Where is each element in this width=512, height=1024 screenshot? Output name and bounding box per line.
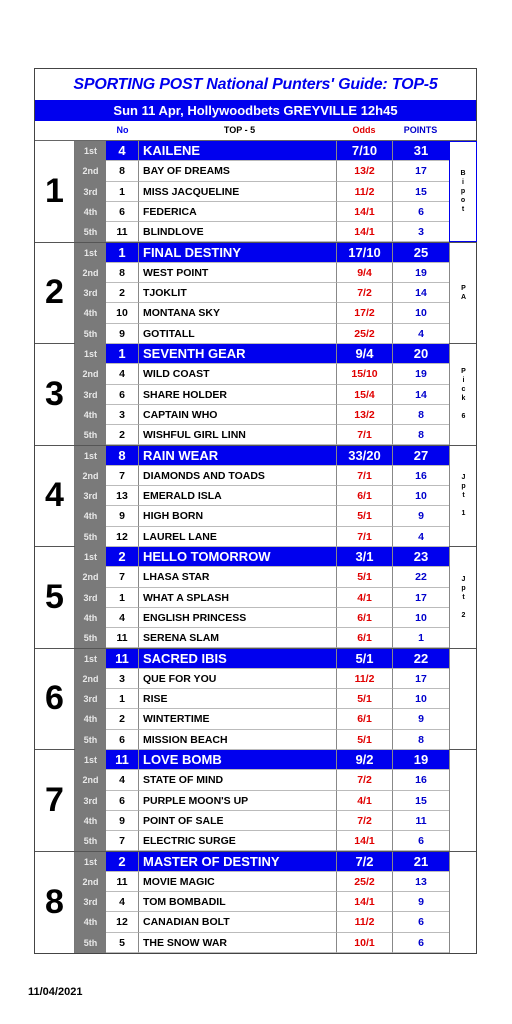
race-block <box>35 547 476 649</box>
runner-row <box>75 303 449 323</box>
race-number: 6 <box>35 649 75 750</box>
bet-type-letter: 2 <box>461 611 466 619</box>
finish-position: 3rd <box>75 486 106 506</box>
odds-value: 7/2 <box>336 811 392 831</box>
odds-value: 4/1 <box>336 588 392 608</box>
saddle-number: 9 <box>106 811 139 831</box>
odds-value: 15/4 <box>336 385 392 405</box>
bet-type-letter: t <box>462 593 465 601</box>
odds-value: 17/2 <box>336 303 392 323</box>
finish-position: 2nd <box>75 161 106 181</box>
saddle-number: 9 <box>106 506 139 526</box>
finish-position: 5th <box>75 730 106 750</box>
bet-type-letter: t <box>461 205 465 213</box>
points-value: 19 <box>392 364 449 384</box>
saddle-number: 11 <box>106 649 139 669</box>
horse-name: LOVE BOMB <box>139 750 336 770</box>
horse-name: QUE FOR YOU <box>139 669 336 689</box>
bet-type-letter: p <box>460 187 466 195</box>
bet-type-letter: i <box>462 377 465 385</box>
bet-type-label <box>449 243 477 344</box>
finish-position: 1st <box>75 446 106 466</box>
points-value: 31 <box>392 141 449 161</box>
odds-value: 7/1 <box>336 466 392 486</box>
horse-name: LHASA STAR <box>139 567 336 587</box>
footer-date: 11/04/2021 <box>28 986 83 998</box>
runner-row <box>75 141 449 161</box>
runner-row <box>75 486 449 506</box>
saddle-number: 6 <box>106 791 139 811</box>
bet-type-label <box>449 649 477 750</box>
points-value: 6 <box>392 933 449 953</box>
horse-name: WILD COAST <box>139 364 336 384</box>
finish-position: 4th <box>75 912 106 932</box>
saddle-number: 10 <box>106 303 139 323</box>
horse-name: RISE <box>139 689 336 709</box>
finish-position: 1st <box>75 243 106 263</box>
finish-position: 2nd <box>75 466 106 486</box>
finish-position: 5th <box>75 324 106 344</box>
odds-value: 5/1 <box>336 689 392 709</box>
saddle-number: 13 <box>106 486 139 506</box>
runner-row <box>75 547 449 567</box>
finish-position: 1st <box>75 852 106 872</box>
runner-row <box>75 588 449 608</box>
points-value: 21 <box>392 852 449 872</box>
horse-name: MASTER OF DESTINY <box>139 852 336 872</box>
odds-value: 5/1 <box>336 649 392 669</box>
horse-name: MONTANA SKY <box>139 303 336 323</box>
finish-position: 3rd <box>75 791 106 811</box>
points-value: 17 <box>392 669 449 689</box>
finish-position: 4th <box>75 811 106 831</box>
odds-value: 6/1 <box>336 709 392 729</box>
points-value: 27 <box>392 446 449 466</box>
horse-name: TOM BOMBADIL <box>139 892 336 912</box>
saddle-number: 12 <box>106 912 139 932</box>
finish-position: 2nd <box>75 364 106 384</box>
finish-position: 5th <box>75 222 106 242</box>
finish-position: 5th <box>75 425 106 445</box>
runner-row <box>75 425 449 445</box>
finish-position: 1st <box>75 344 106 364</box>
column-header-points: POINTS <box>403 125 438 135</box>
finish-position: 2nd <box>75 567 106 587</box>
saddle-number: 3 <box>106 669 139 689</box>
odds-value: 5/1 <box>336 730 392 750</box>
saddle-number: 4 <box>106 608 139 628</box>
horse-name: ENGLISH PRINCESS <box>139 608 336 628</box>
horse-name: MISSION BEACH <box>139 730 336 750</box>
horse-name: CAPTAIN WHO <box>139 405 336 425</box>
race-number: 8 <box>35 852 75 954</box>
runner-row <box>75 202 449 222</box>
bet-type-letter: t <box>462 492 465 500</box>
points-value: 10 <box>392 303 449 323</box>
saddle-number: 7 <box>106 567 139 587</box>
odds-value: 3/1 <box>336 547 392 567</box>
runner-row <box>75 364 449 384</box>
horse-name: PURPLE MOON'S UP <box>139 791 336 811</box>
punters-guide-table <box>34 68 477 954</box>
odds-value: 17/10 <box>336 243 392 263</box>
finish-position: 3rd <box>75 588 106 608</box>
runner-row <box>75 385 449 405</box>
horse-name: BLINDLOVE <box>139 222 336 242</box>
runner-row <box>75 608 449 628</box>
runner-row <box>75 649 449 669</box>
column-header-odds: Odds <box>352 125 376 135</box>
odds-value: 7/1 <box>336 527 392 547</box>
points-value: 6 <box>392 912 449 932</box>
finish-position: 2nd <box>75 770 106 790</box>
finish-position: 3rd <box>75 385 106 405</box>
horse-name: TJOKLIT <box>139 283 336 303</box>
horse-name: SACRED IBIS <box>139 649 336 669</box>
odds-value: 25/2 <box>336 324 392 344</box>
points-value: 19 <box>392 263 449 283</box>
horse-name: SEVENTH GEAR <box>139 344 336 364</box>
odds-value: 9/4 <box>336 344 392 364</box>
finish-position: 3rd <box>75 283 106 303</box>
finish-position: 1st <box>75 141 106 161</box>
odds-value: 14/1 <box>336 202 392 222</box>
horse-name: FINAL DESTINY <box>139 243 336 263</box>
finish-position: 5th <box>75 933 106 953</box>
odds-value: 25/2 <box>336 872 392 892</box>
points-value: 16 <box>392 770 449 790</box>
horse-name: WISHFUL GIRL LINN <box>139 425 336 445</box>
runner-row <box>75 709 449 729</box>
odds-value: 7/10 <box>336 141 392 161</box>
odds-value: 13/2 <box>336 405 392 425</box>
odds-value: 11/2 <box>336 912 392 932</box>
saddle-number: 12 <box>106 527 139 547</box>
odds-value: 14/1 <box>336 222 392 242</box>
points-value: 17 <box>392 588 449 608</box>
runner-row <box>75 222 449 242</box>
bet-type-letter: c <box>461 386 466 394</box>
runner-row <box>75 912 449 932</box>
runner-row <box>75 669 449 689</box>
bet-type-letter: k <box>461 395 466 403</box>
finish-position: 1st <box>75 547 106 567</box>
bet-type-label <box>449 750 477 851</box>
runner-row <box>75 263 449 283</box>
race-number: 7 <box>35 750 75 851</box>
saddle-number: 6 <box>106 202 139 222</box>
race-block <box>35 649 476 751</box>
runner-row <box>75 527 449 547</box>
bet-type-letter: p <box>461 584 466 592</box>
horse-name: POINT OF SALE <box>139 811 336 831</box>
horse-name: FEDERICA <box>139 202 336 222</box>
runner-row <box>75 791 449 811</box>
horse-name: STATE OF MIND <box>139 770 336 790</box>
horse-name: DIAMONDS AND TOADS <box>139 466 336 486</box>
bet-type-letter: P <box>461 284 466 292</box>
bet-type-label <box>449 141 477 242</box>
horse-name: ELECTRIC SURGE <box>139 831 336 851</box>
race-number: 5 <box>35 547 75 648</box>
points-value: 9 <box>392 892 449 912</box>
points-value: 22 <box>392 567 449 587</box>
finish-position: 5th <box>75 831 106 851</box>
runner-row <box>75 811 449 831</box>
points-value: 10 <box>392 486 449 506</box>
race-number: 1 <box>35 141 75 242</box>
bet-type-label <box>449 547 477 648</box>
odds-value: 7/2 <box>336 283 392 303</box>
points-value: 4 <box>392 527 449 547</box>
odds-value: 14/1 <box>336 892 392 912</box>
horse-name: GOTITALL <box>139 324 336 344</box>
points-value: 14 <box>392 385 449 405</box>
horse-name: MOVIE MAGIC <box>139 872 336 892</box>
horse-name: KAILENE <box>139 141 336 161</box>
saddle-number: 8 <box>106 161 139 181</box>
column-header-no: No <box>116 125 129 135</box>
runner-row <box>75 831 449 851</box>
odds-value: 9/2 <box>336 750 392 770</box>
race-block <box>35 852 476 954</box>
odds-value: 15/10 <box>336 364 392 384</box>
saddle-number: 9 <box>106 324 139 344</box>
race-block <box>35 446 476 548</box>
runner-row <box>75 182 449 202</box>
finish-position: 2nd <box>75 263 106 283</box>
finish-position: 4th <box>75 303 106 323</box>
runner-row <box>75 892 449 912</box>
runner-row <box>75 567 449 587</box>
saddle-number: 1 <box>106 182 139 202</box>
saddle-number: 11 <box>106 872 139 892</box>
odds-value: 14/1 <box>336 831 392 851</box>
runner-row <box>75 446 449 466</box>
runner-row <box>75 770 449 790</box>
points-value: 9 <box>392 709 449 729</box>
bet-type-letter: B <box>460 169 466 177</box>
horse-name: WINTERTIME <box>139 709 336 729</box>
odds-value: 5/1 <box>336 567 392 587</box>
saddle-number: 2 <box>106 425 139 445</box>
saddle-number: 11 <box>106 750 139 770</box>
points-value: 10 <box>392 689 449 709</box>
race-number: 2 <box>35 243 75 344</box>
runner-row <box>75 283 449 303</box>
odds-value: 7/2 <box>336 770 392 790</box>
odds-value: 11/2 <box>336 669 392 689</box>
odds-value: 33/20 <box>336 446 392 466</box>
points-value: 9 <box>392 506 449 526</box>
points-value: 8 <box>392 405 449 425</box>
saddle-number: 6 <box>106 385 139 405</box>
runner-row <box>75 243 449 263</box>
bet-type-letter: i <box>462 178 464 186</box>
horse-name: SERENA SLAM <box>139 628 336 648</box>
saddle-number: 2 <box>106 283 139 303</box>
bet-type-letter: J <box>461 575 466 583</box>
horse-name: RAIN WEAR <box>139 446 336 466</box>
points-value: 14 <box>392 283 449 303</box>
saddle-number: 4 <box>106 892 139 912</box>
finish-position: 4th <box>75 608 106 628</box>
meeting-subtitle: Sun 11 Apr, Hollywoodbets GREYVILLE 12h45 <box>35 100 476 121</box>
saddle-number: 8 <box>106 446 139 466</box>
saddle-number: 4 <box>106 364 139 384</box>
races-container <box>35 141 476 953</box>
column-header-row <box>35 121 476 141</box>
points-value: 4 <box>392 324 449 344</box>
finish-position: 4th <box>75 405 106 425</box>
odds-value: 11/2 <box>336 182 392 202</box>
points-value: 16 <box>392 466 449 486</box>
saddle-number: 3 <box>106 405 139 425</box>
saddle-number: 1 <box>106 588 139 608</box>
bet-type-label <box>449 852 477 954</box>
runner-row <box>75 506 449 526</box>
finish-position: 5th <box>75 527 106 547</box>
finish-position: 5th <box>75 628 106 648</box>
odds-value: 4/1 <box>336 791 392 811</box>
runner-row <box>75 628 449 648</box>
horse-name: HIGH BORN <box>139 506 336 526</box>
points-value: 13 <box>392 872 449 892</box>
odds-value: 10/1 <box>336 933 392 953</box>
runner-row <box>75 466 449 486</box>
race-block <box>35 243 476 345</box>
column-header-top5: TOP - 5 <box>223 125 256 135</box>
finish-position: 3rd <box>75 689 106 709</box>
points-value: 19 <box>392 750 449 770</box>
bet-type-letter: P <box>461 368 466 376</box>
saddle-number: 2 <box>106 547 139 567</box>
odds-value: 6/1 <box>336 628 392 648</box>
finish-position: 4th <box>75 709 106 729</box>
finish-position: 4th <box>75 506 106 526</box>
saddle-number: 4 <box>106 141 139 161</box>
points-value: 22 <box>392 649 449 669</box>
race-block <box>35 344 476 446</box>
runner-row <box>75 852 449 872</box>
points-value: 23 <box>392 547 449 567</box>
page-title: SPORTING POST National Punters' Guide: TOP-5 <box>73 76 438 93</box>
runner-row <box>75 730 449 750</box>
runner-row <box>75 344 449 364</box>
runner-row <box>75 750 449 770</box>
bet-type-letter: 1 <box>461 510 466 518</box>
runner-row <box>75 933 449 953</box>
odds-value: 7/1 <box>336 425 392 445</box>
saddle-number: 4 <box>106 770 139 790</box>
saddle-number: 1 <box>106 344 139 364</box>
points-value: 8 <box>392 730 449 750</box>
horse-name: HELLO TOMORROW <box>139 547 336 567</box>
odds-value: 6/1 <box>336 608 392 628</box>
points-value: 3 <box>392 222 449 242</box>
saddle-number: 8 <box>106 263 139 283</box>
saddle-number: 2 <box>106 709 139 729</box>
points-value: 17 <box>392 161 449 181</box>
bet-type-letter: p <box>461 483 466 491</box>
race-block <box>35 141 476 243</box>
saddle-number: 11 <box>106 628 139 648</box>
saddle-number: 2 <box>106 852 139 872</box>
odds-value: 7/2 <box>336 852 392 872</box>
runner-row <box>75 872 449 892</box>
saddle-number: 7 <box>106 466 139 486</box>
horse-name: CANADIAN BOLT <box>139 912 336 932</box>
saddle-number: 6 <box>106 730 139 750</box>
horse-name: WHAT A SPLASH <box>139 588 336 608</box>
saddle-number: 7 <box>106 831 139 851</box>
bet-type-label <box>449 344 477 445</box>
finish-position: 2nd <box>75 669 106 689</box>
runner-row <box>75 324 449 344</box>
odds-value: 5/1 <box>336 506 392 526</box>
finish-position: 1st <box>75 649 106 669</box>
points-value: 15 <box>392 791 449 811</box>
horse-name: SHARE HOLDER <box>139 385 336 405</box>
odds-value: 13/2 <box>336 161 392 181</box>
saddle-number: 1 <box>106 689 139 709</box>
odds-value: 6/1 <box>336 486 392 506</box>
finish-position: 3rd <box>75 892 106 912</box>
bet-type-letter: 6 <box>461 413 466 421</box>
points-value: 10 <box>392 608 449 628</box>
race-number: 3 <box>35 344 75 445</box>
points-value: 15 <box>392 182 449 202</box>
points-value: 1 <box>392 628 449 648</box>
runner-row <box>75 689 449 709</box>
saddle-number: 1 <box>106 243 139 263</box>
race-number: 4 <box>35 446 75 547</box>
odds-value: 9/4 <box>336 263 392 283</box>
saddle-number: 11 <box>106 222 139 242</box>
horse-name: LAUREL LANE <box>139 527 336 547</box>
runner-row <box>75 405 449 425</box>
bet-type-letter: o <box>460 196 466 204</box>
points-value: 6 <box>392 202 449 222</box>
horse-name: BAY OF DREAMS <box>139 161 336 181</box>
finish-position: 2nd <box>75 872 106 892</box>
horse-name: MISS JACQUELINE <box>139 182 336 202</box>
horse-name: EMERALD ISLA <box>139 486 336 506</box>
horse-name: WEST POINT <box>139 263 336 283</box>
bet-type-letter: A <box>460 293 467 301</box>
finish-position: 1st <box>75 750 106 770</box>
horse-name: THE SNOW WAR <box>139 933 336 953</box>
points-value: 8 <box>392 425 449 445</box>
runner-row <box>75 161 449 181</box>
race-block <box>35 750 476 852</box>
bet-type-label <box>449 446 477 547</box>
finish-position: 3rd <box>75 182 106 202</box>
bet-type-letter: J <box>461 474 466 482</box>
saddle-number: 5 <box>106 933 139 953</box>
points-value: 11 <box>392 811 449 831</box>
points-value: 20 <box>392 344 449 364</box>
finish-position: 4th <box>75 202 106 222</box>
points-value: 25 <box>392 243 449 263</box>
points-value: 6 <box>392 831 449 851</box>
